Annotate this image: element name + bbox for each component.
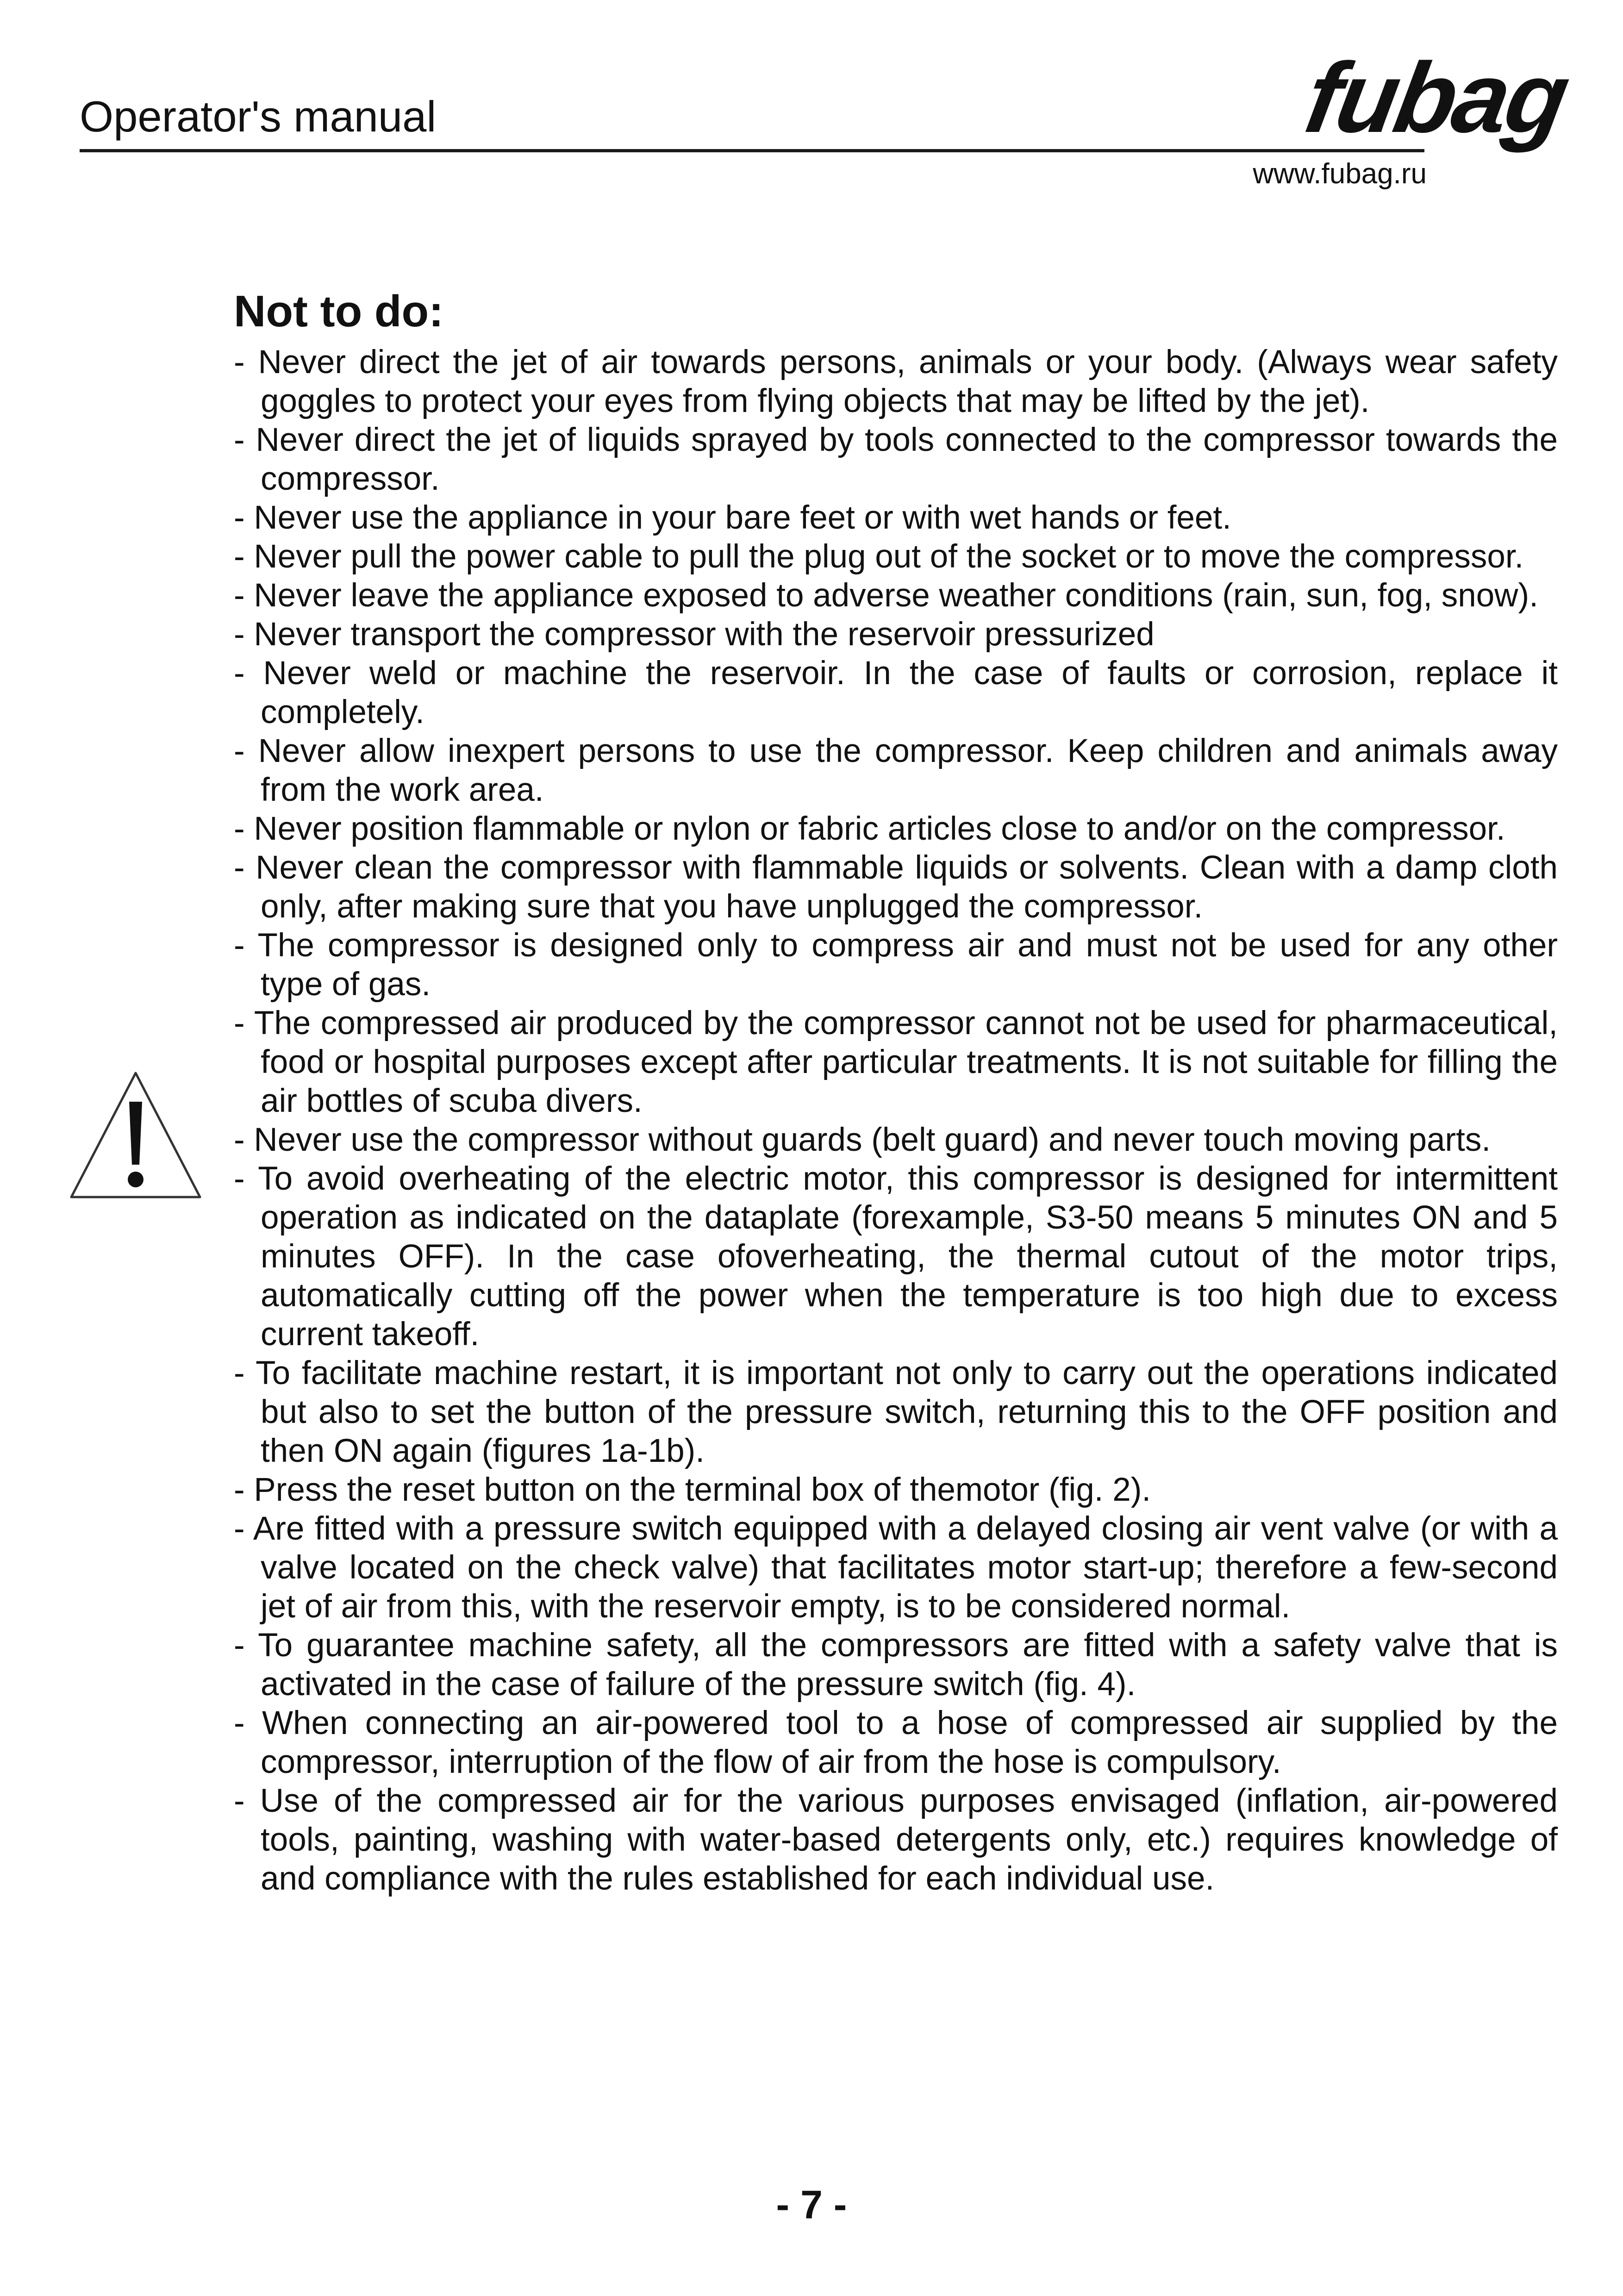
main-content bbox=[234, 289, 1558, 1898]
list-item: - Never transport the compressor with the reservoir pressurized bbox=[234, 616, 1155, 653]
list-item: - Are fitted with a pressure switch equipped with a delayed closing air vent valve (or with a valve located on the check valve) that facilitates motor start-up; therefore a few-second jet of air from this, with the reservoir empty, is to be considered normal. bbox=[234, 1510, 1558, 1625]
header-divider bbox=[80, 149, 1424, 152]
website-url: www.fubag.ru bbox=[1253, 158, 1427, 190]
page-number: - 7 - bbox=[776, 2183, 847, 2227]
list-item: - Never weld or machine the reservoir. In the case of faults or corrosion, replace it completely. bbox=[234, 655, 1558, 730]
list-item: - Never leave the appliance exposed to adverse weather conditions (rain, sun, fog, snow). bbox=[234, 577, 1538, 614]
warning-triangle-icon bbox=[69, 1069, 203, 1204]
list-item: - Never clean the compressor with flammable liquids or solvents. Clean with a damp cloth only, after making sure that you have unplugged the compressor. bbox=[234, 849, 1558, 925]
list-item: - When connecting an air-powered tool to a hose of compressed air supplied by the compressor, interruption of the flow of air from the hose is compulsory. bbox=[234, 1705, 1558, 1780]
list-item: - The compressed air produced by the compressor cannot not be used for pharmaceutical, food or hospital purposes except after particular treatments. It is not suitable for filling the air bottles of scuba divers. bbox=[234, 1005, 1558, 1119]
list-item: - To guarantee machine safety, all the compressors are fitted with a safety valve that is activated in the case of failure of the pressure switch (fig. 4). bbox=[234, 1627, 1558, 1703]
list-item: - Never use the compressor without guards (belt guard) and never touch moving parts. bbox=[234, 1122, 1491, 1158]
list-item: - Never use the appliance in your bare feet or with wet hands or feet. bbox=[234, 499, 1231, 536]
section-title: Not to do: bbox=[234, 287, 444, 336]
list-item: - Use of the compressed air for the various purposes envisaged (inflation, air-powered tools, painting, washing with water-based detergents only, etc.) requires knowledge of and compliance with the rules established for each individual use. bbox=[234, 1783, 1558, 1897]
fubag-logo-text: fubag bbox=[1298, 42, 1575, 153]
exclamation-dot bbox=[128, 1172, 144, 1187]
list-item: - To facilitate machine restart, it is important not only to carry out the operations indicated but also to set the button of the pressure switch, returning this to the OFF position and then ON again (figures 1a-1b). bbox=[234, 1355, 1558, 1469]
list-item: - Never allow inexpert persons to use the compressor. Keep children and animals away from the work area. bbox=[234, 733, 1558, 808]
manual-title: Operator's manual bbox=[80, 92, 437, 141]
list-item: - The compressor is designed only to compress air and must not be used for any other type of gas. bbox=[234, 927, 1558, 1003]
list-item: - Press the reset button on the terminal box of themotor (fig. 2). bbox=[234, 1472, 1151, 1508]
list-item: - Never direct the jet of liquids sprayed by tools connected to the compressor towards the compressor. bbox=[234, 422, 1558, 497]
list-item: - Never position flammable or nylon or fabric articles close to and/or on the compressor. bbox=[234, 811, 1505, 847]
prohibitions-list bbox=[234, 343, 1558, 1898]
list-item: - Never direct the jet of air towards persons, animals or your body. (Always wear safety goggles to protect your eyes from flying objects that may be lifted by the jet). bbox=[234, 344, 1558, 419]
list-item: - Never pull the power cable to pull the plug out of the socket or to move the compressor. bbox=[234, 538, 1524, 575]
list-item: - To avoid overheating of the electric motor, this compressor is designed for intermittent operation as indicated on the dataplate (forexample, S3-50 means 5 minutes ON and 5 minutes OFF). In the case ofoverheating, the thermal cutout of the motor trips, automatically cutting off the power when the temperature is too high due to excess current takeoff. bbox=[234, 1160, 1558, 1353]
fubag-logo bbox=[1298, 32, 1575, 167]
